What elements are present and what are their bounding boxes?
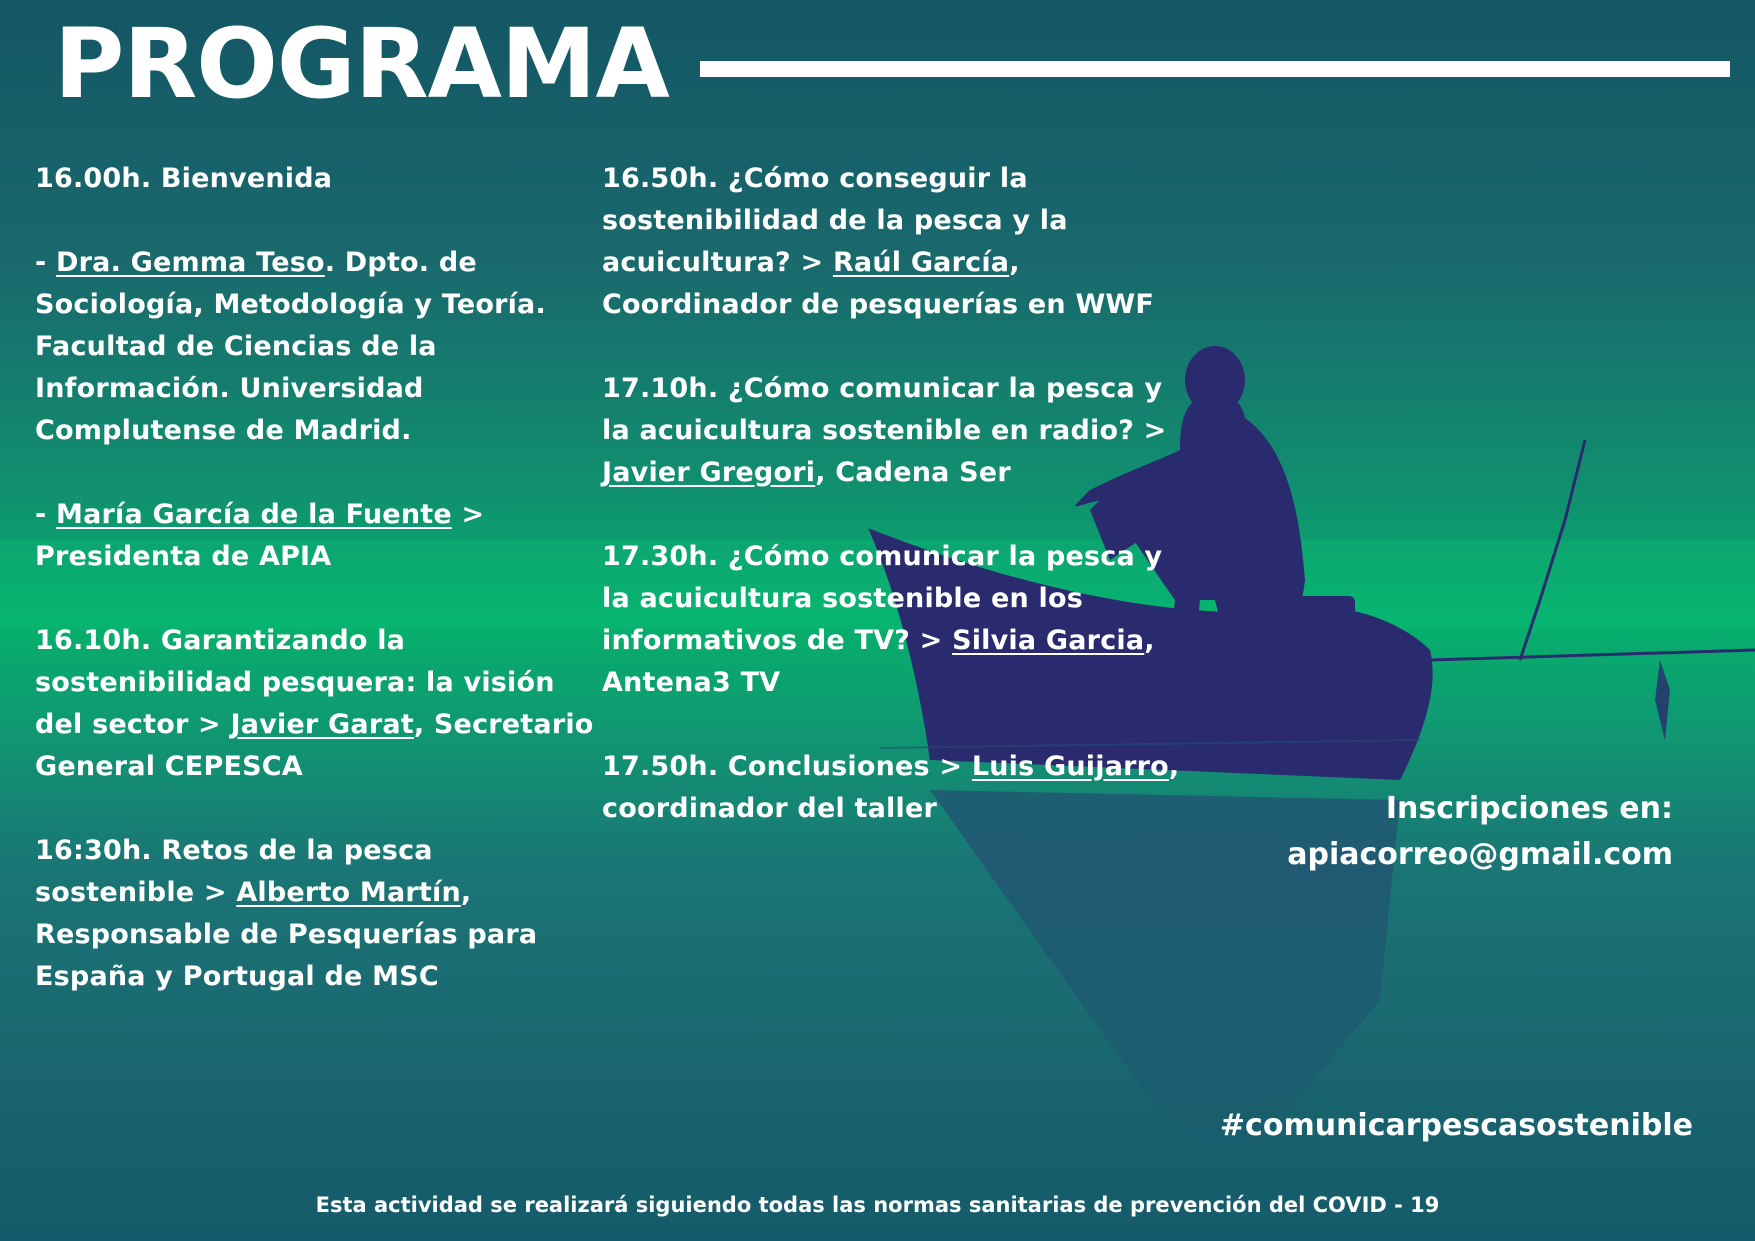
speaker-affiliation: > Presidenta de APIA (35, 499, 485, 572)
speaker-affiliation: , coordinador del taller (602, 751, 1180, 824)
speaker-name-link[interactable]: Raúl García (832, 247, 1010, 278)
page-title: PROGRAMA (54, 8, 669, 120)
speaker-name-link[interactable]: María García de la Fuente (56, 499, 452, 530)
speaker-name-link[interactable]: Javier Gregori (602, 457, 816, 488)
program-middle-column (602, 158, 1182, 872)
speaker-name-link[interactable]: Dra. Gemma Teso (56, 247, 325, 278)
program-item-text: 17.50h. Conclusiones > (602, 751, 972, 782)
registration-email-link[interactable]: apiacorreo@gmail.com (1287, 837, 1673, 872)
speaker-item (35, 494, 595, 578)
covid-notice: Esta actividad se realizará siguiendo todas las normas sanitarias de prevención del COVID - 19 (315, 1193, 1440, 1217)
program-item-1750 (602, 746, 1182, 830)
program-item-text: 16.50h. ¿Cómo conseguir la sostenibilidad de la pesca y la acuicultura? > (602, 163, 1068, 278)
hashtag: #comunicarpescasostenible (1219, 1108, 1693, 1143)
speaker-name-link[interactable]: Luis Guijarro (971, 751, 1169, 782)
speaker-affiliation: , Coordinador de pesquerías en WWF (602, 247, 1155, 320)
speaker-dash: - (35, 247, 57, 278)
speaker-name-link[interactable]: Alberto Martín (236, 877, 461, 908)
speaker-dash: - (35, 499, 57, 530)
program-item-text: 16.10h. Garantizando la sostenibilidad pesquera: la visión del sector > (35, 625, 555, 740)
registration-block (1287, 786, 1673, 878)
program-item-text: 17.30h. ¿Cómo comunicar la pesca y la acuicultura sostenible en los informativos de TV? > (602, 541, 1163, 656)
registration-label: Inscripciones en: (1385, 791, 1673, 826)
speaker-name-link[interactable]: Silvia Garcia (952, 625, 1145, 656)
speaker-item (35, 242, 595, 452)
program-item-text: 16:30h. Retos de la pesca sostenible > (35, 835, 433, 908)
program-item-1730 (602, 536, 1182, 704)
program-item-1710 (602, 368, 1182, 494)
program-item-1610 (35, 620, 595, 788)
speaker-name-link[interactable]: Javier Garat (230, 709, 414, 740)
program-item-1650 (602, 158, 1182, 326)
speaker-affiliation: . Dpto. de Sociología, Metodología y Teoría. Facultad de Ciencias de la Información. Universidad Complutense de Madrid. (35, 247, 546, 446)
program-item-text: 17.10h. ¿Cómo comunicar la pesca y la acuicultura sostenible en radio? > (602, 373, 1167, 446)
speaker-affiliation: , Cadena Ser (815, 457, 1011, 488)
program-item-1630 (35, 830, 595, 998)
welcome-text: 16.00h. Bienvenida (35, 163, 333, 194)
speaker-affiliation: , Responsable de Pesquerías para España y Portugal de MSC (35, 877, 538, 992)
speaker-affiliation: , Antena3 TV (602, 625, 1155, 698)
program-left-column (35, 158, 595, 1040)
title-divider (700, 61, 1730, 77)
welcome-item (35, 158, 595, 200)
speaker-affiliation: , Secretario General CEPESCA (35, 709, 594, 782)
